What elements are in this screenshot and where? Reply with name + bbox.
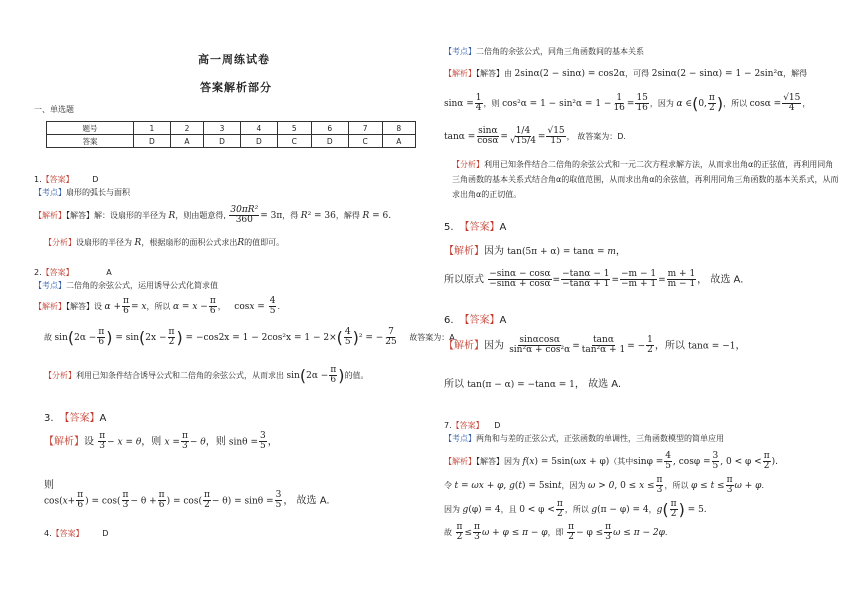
knowledge-tag: 【考点】 (444, 434, 476, 443)
page-subtitle: 答案解析部分 (200, 81, 272, 94)
answer-tag: 【答案】 (51, 529, 84, 538)
q4-solution-1: 【解析】【解答】由 2sinα(2 − sinα) = cos2α，可得 2sinα(2 − sinα) = 1 − 2sin²α，解得 (444, 69, 808, 79)
answer-tag: 【答案】 (41, 175, 74, 184)
q7-solution-2: 令 t = ωx + φ, g(t) = 5sint，因为 ω > 0, 0 ≤ x ≤ $\frac{\pi}{3}$ ，所以 φ ≤ t ≤ $\frac{\pi}{3}$ ω + φ. (444, 475, 764, 495)
summary-tag: 【分析】 (452, 160, 484, 169)
table-cell: A (382, 135, 415, 148)
q6-text: 所以 (444, 379, 464, 390)
q3-derivation: 则 cos(x+ $\frac{\pi}{6}$ ) = cos( $\frac{\pi}{3}$ − θ + $\frac{\pi}{6}$ ) = cos( $\frac{\pi}{2}$ − θ) = sinθ = $\frac{3}{5}$ ， 故选 A. (44, 480, 330, 510)
q7-text: 因为 (569, 481, 586, 490)
q2-solution: 【解析】【解答】设 α + $\frac{\pi}{6}$ = x，所以 α = x − $\frac{\pi}{6}$ ， cosx = $\frac{4}{5}$ . (34, 296, 280, 316)
q7-text: 即 (555, 528, 564, 537)
q4-text: 解得 (791, 69, 808, 78)
analysis-tag: 【解析】 (34, 211, 66, 220)
table-cell: 8 (382, 122, 415, 135)
q4-number: 4. (44, 529, 52, 538)
q7-text: 因为 (504, 457, 520, 466)
q7-solution-1: 【解析】【解答】因为 f(x) = 5sin(ωx + φ)（其中sinφ = $\frac{4}{5}$ , cosφ = $\frac{3}{5}$ , 0 < φ < $\frac{\pi}{2}$ ). (444, 451, 778, 471)
table-row (47, 135, 416, 148)
q5-solution: 【解析】因为 tan(5π + α) = tanα = m， (444, 246, 626, 257)
q5-answer: A (499, 222, 507, 233)
q5-text: 所以原式 (444, 274, 484, 286)
q7-text: 所以 (672, 481, 689, 490)
q3-answer-line (44, 409, 106, 424)
q4-text: 可得 (633, 69, 650, 78)
q2-number: 2. (34, 268, 42, 277)
q2-answer-line (34, 267, 112, 278)
q1-text: 设扇形的半径为 (76, 238, 132, 247)
q1-text: 的值即可。 (244, 238, 285, 247)
q3-text: 设 (84, 436, 94, 448)
q4-result: 故答案为：D. (577, 132, 626, 141)
q4-solution-2: sinα = $\frac{1}{4}$ ，则 cos²α = 1 − sin²α = 1 − $\frac{1}{16}$ = $\frac{15}{16}$ ，因为 α ∈(0, $\frac{\pi}{2}$ )，所以 cosα = $\frac{√15}{4}$ ， (444, 93, 811, 113)
q1-knowledge-point (34, 187, 130, 198)
analysis-tag: 【解析】 (444, 340, 484, 352)
analysis-tag: 【解析】 (444, 246, 484, 257)
q4-text: 因为 (657, 99, 674, 108)
knowledge-tag: 【考点】 (34, 281, 66, 290)
table-cell: C (348, 135, 382, 148)
q1-kp-text: 扇形的弧长与面积 (66, 188, 130, 197)
q4-text: 由 (504, 69, 512, 78)
answer-tag: 【答案】 (459, 315, 500, 326)
q1-text: 解得 (343, 211, 360, 220)
q2-text: 所以 (154, 302, 171, 311)
q3-text: 则 (215, 436, 226, 448)
answer-tag: 【答案】 (41, 268, 74, 277)
table-cell: 7 (348, 122, 382, 135)
table-cell: 3 (204, 122, 241, 135)
table-cell: 4 (240, 122, 277, 135)
q6-answer-line (444, 311, 506, 326)
q4-answer: D (102, 529, 109, 538)
q6-text: 因为 (484, 340, 504, 352)
q6-number: 6. (444, 315, 454, 326)
answer-tag: 【答案】 (451, 421, 484, 430)
answer-table (46, 121, 416, 148)
q3-solution: 【解析】设 $\frac{\pi}{3}$ − x = θ，则 x = $\frac{\pi}{3}$ − θ，则 sinθ = $\frac{3}{5}$ ， (44, 431, 278, 451)
summary-tag: 【分析】 (44, 371, 76, 380)
q2-result: 故答案为：A. (409, 333, 458, 342)
q6-solution: 【解析】因为 $\frac{\sin\alpha\cos\alpha}{\text{sin²α + cos²α}}$ = $\frac{\tan\alpha}{\text{tan²α + 1}}$ = − $\frac{1}{2}$ ，所以 tanα = −1， (444, 335, 746, 355)
q1-text: 解：设扇形的半径为 (94, 211, 166, 220)
q4-kp-text: 二倍角的余弦公式，同角三角函数间的基本关系 (476, 47, 644, 56)
q7-answer: D (494, 421, 501, 430)
q1-text: 根据扇形的面积公式求出 (149, 238, 238, 247)
q4-analysis-text: 利用已知条件结合二倍角的余弦公式和一元二次方程求解方法，从而求出角α的正弦值，再利用同角三角函数的基本关系式结合角α的取值范围，从而求出角α的余弦值，再利用同角三角函数的基本关系式，从而求出角α的正切值。 (452, 160, 839, 199)
q2-knowledge-point (34, 280, 218, 291)
q4-text: 所以 (731, 99, 748, 108)
q7-text: 故 (444, 528, 452, 537)
q4-text: 则 (491, 99, 500, 108)
q7-knowledge-point (444, 433, 724, 444)
solve-tag: 【解答】 (476, 457, 504, 466)
solve-tag: 【解答】 (476, 69, 504, 78)
q2-derivation: 故 sin(2α − $\frac{\pi}{6}$ ) = sin(2x − $\frac{\pi}{2}$ ) = −cos2x = 1 − 2cos²x = 1 − 2×( $\frac{4}{5}$ )² = − $\frac{7}{25}$ 故答案为：A. (44, 327, 458, 347)
q5-derivation: 所以原式 $\frac{-\sin\alpha - \cos\alpha}{-\sin\alpha + \cos\alpha}$ = $\frac{-\tan\alpha - 1}{-\tan\alpha + 1}$ = $\frac{-m - 1}{-m + 1}$ = $\frac{m + 1}{m - 1}$ ， 故选 A. (444, 269, 744, 289)
q2-kp-text: 二倍角的余弦公式，运用诱导公式化简求值 (66, 281, 218, 290)
solve-tag: 【解答】 (66, 302, 94, 311)
summary-tag: 【分析】 (44, 238, 76, 247)
q7-number: 7. (444, 421, 452, 430)
answer-tag: 【答案】 (59, 413, 100, 424)
q5-text: 因为 (484, 246, 504, 257)
solve-tag: 【解答】 (66, 211, 94, 220)
q1-answer-line (34, 174, 98, 185)
q2-analysis: 【分析】利用已知条件结合诱导公式和二倍角的余弦公式，从而求出 sin(2α − $\frac{\pi}{6}$ )的值。 (44, 365, 369, 385)
q7-text: 且 (508, 505, 517, 514)
q1-solution: 【解析】【解答】解：设扇形的半径为 R，则由题意得, $\frac{\text{30πR²}}{360}$ = 3π，得 R² = 36，解得 R = 6. (34, 205, 392, 225)
page-title: 高一周练试卷 (198, 53, 270, 66)
q2-text: 设 (94, 302, 102, 311)
q3-result: 故选 A. (296, 495, 330, 507)
table-cell: C (277, 135, 311, 148)
q3-number: 3. (44, 413, 54, 424)
analysis-tag: 【解析】 (34, 302, 66, 311)
analysis-tag: 【解析】 (444, 457, 476, 466)
q5-answer-line (444, 218, 506, 233)
q1-text: 则由题意得, (183, 211, 226, 220)
table-cell: 2 (170, 122, 203, 135)
table-header-cell: 答案 (47, 135, 134, 148)
table-header-cell: 题号 (47, 122, 134, 135)
q7-answer-line (444, 420, 500, 431)
q2-text: 的值。 (344, 371, 369, 380)
q2-answer: A (106, 268, 112, 277)
q6-derivation: 所以 tan(π − α) = −tanα = 1， 故选 A. (444, 379, 622, 390)
q7-solution-3: 因为 g(φ) = 4，且 0 < φ < $\frac{\pi}{2}$ ，所以 g(π − φ) = 4，g( $\frac{\pi}{2}$ ) = 5. (444, 499, 707, 519)
q7-text: 所以 (572, 505, 589, 514)
q1-number: 1. (34, 175, 42, 184)
answer-tag: 【答案】 (459, 222, 500, 233)
knowledge-tag: 【考点】 (444, 47, 476, 56)
q1-analysis: 【分析】设扇形的半径为 R，根据扇形的面积公式求出R的值即可。 (44, 238, 285, 248)
q7-text: 因为 (444, 505, 460, 514)
q5-number: 5. (444, 222, 454, 233)
knowledge-tag: 【考点】 (34, 188, 66, 197)
table-cell: D (204, 135, 241, 148)
analysis-tag: 【解析】 (44, 436, 84, 448)
table-cell: 1 (133, 122, 170, 135)
table-cell: D (133, 135, 170, 148)
table-cell: D (311, 135, 348, 148)
table-cell: 5 (277, 122, 311, 135)
analysis-tag: 【解析】 (444, 69, 476, 78)
q4-knowledge-point (444, 46, 644, 57)
q1-text: 得 (290, 211, 299, 220)
table-cell: D (240, 135, 277, 148)
q6-text: 所以 (664, 340, 685, 352)
table-cell: A (170, 135, 203, 148)
q5-result: 故选 A. (710, 274, 744, 286)
table-cell: 6 (311, 122, 348, 135)
q1-answer: D (92, 175, 99, 184)
q4-solution-3: tanα = $\frac{\sin\alpha}{\cos\alpha}$ = $\frac{1/4}{√15/4}$ = $\frac{√15}{15}$ ， 故答案为：D. (444, 126, 626, 146)
q7-kp-text: 两角和与差的正弦公式，正弦函数的单调性，三角函数模型的简单应用 (476, 434, 724, 443)
q4-analysis (452, 157, 840, 202)
q4-answer-line (44, 528, 108, 539)
q7-solution-4: 故 $\frac{\pi}{2}$ ≤ $\frac{\pi}{3}$ ω + φ ≤ π − φ，即 $\frac{\pi}{2}$ − φ ≤ $\frac{\pi}{3}$ ω ≤ π − 2φ. (444, 522, 668, 542)
q3-answer: A (99, 413, 107, 424)
q7-text: （其中 (609, 457, 634, 466)
section-heading: 一、单选题 (34, 105, 74, 114)
q3-text: 则 (151, 436, 162, 448)
table-row (47, 122, 416, 135)
q3-text: 则 (44, 480, 54, 491)
q7-text: 令 (444, 481, 452, 490)
q6-answer: A (499, 315, 507, 326)
q6-result: 故选 A. (588, 379, 622, 390)
q2-text: 利用已知条件结合诱导公式和二倍角的余弦公式，从而求出 (76, 371, 284, 380)
q2-text: 故 (44, 333, 52, 342)
